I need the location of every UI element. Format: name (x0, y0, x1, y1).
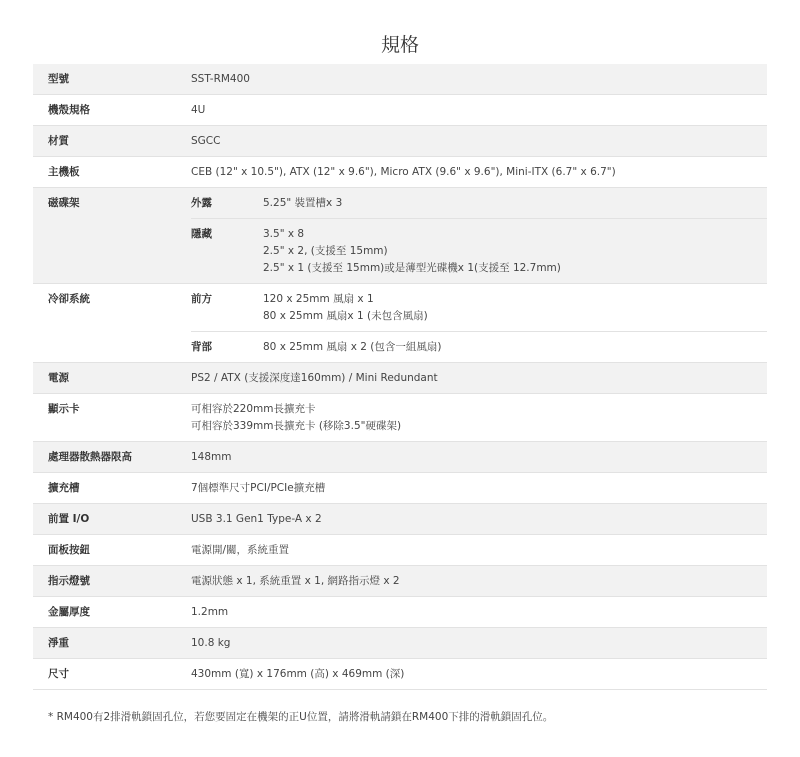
sub-value (263, 219, 767, 284)
spec-label: 機殼規格 (48, 104, 90, 116)
spec-row-panel-buttons (33, 535, 767, 566)
spec-row-cpu-cooler-height (33, 442, 767, 473)
spec-value: 10.8 kg (191, 637, 231, 649)
value-line: 2.5" x 2, (支援至 15mm) (263, 245, 388, 257)
sub-label: 背部 (191, 341, 212, 353)
spec-value: 7個標準尺寸PCI/PCIe擴充槽 (191, 482, 326, 494)
page-title: 規格 (380, 34, 419, 56)
spec-label: 金屬厚度 (48, 606, 90, 618)
spec-value: SST-RM400 (191, 73, 250, 85)
spec-row-graphics-card (33, 394, 767, 442)
spec-row-net-weight (33, 628, 767, 659)
value-line: 可相容於339mm長擴充卡 (移除3.5"硬碟架) (191, 420, 402, 432)
spec-row-cooling (33, 284, 767, 363)
sub-table (191, 188, 767, 283)
spec-label: 前置 I/O (48, 513, 90, 525)
spec-value: 148mm (191, 451, 232, 463)
spec-label: 面板按鈕 (48, 544, 90, 556)
value-line: 120 x 25mm 風扇 x 1 (263, 293, 374, 305)
spec-row-power (33, 363, 767, 394)
spec-value: 430mm (寬) x 176mm (高) x 469mm (深) (191, 668, 405, 680)
spec-label: 處理器散熱器限高 (48, 451, 132, 463)
value-line: 2.5" x 1 (支援至 15mm)或是薄型光碟機x 1(支援至 12.7mm) (263, 262, 561, 274)
spec-value (191, 394, 767, 442)
value-line: 可相容於220mm長擴充卡 (191, 403, 316, 415)
sub-label: 隱藏 (191, 228, 212, 240)
spec-value: CEB (12" x 10.5"), ATX (12" x 9.6"), Micro ATX (9.6" x 9.6"), Mini-ITX (6.7" x 6.7") (191, 166, 616, 178)
value-line: 80 x 25mm 風扇x 1 (未包含風扇) (263, 310, 428, 322)
spec-row-drive-bays (33, 188, 767, 284)
spec-row-dimensions (33, 659, 767, 690)
spec-row-material (33, 126, 767, 157)
spec-row-expansion-slots (33, 473, 767, 504)
spec-value-group (191, 284, 767, 363)
spec-value: 4U (191, 104, 206, 116)
spec-row-front-io (33, 504, 767, 535)
sub-row (191, 332, 767, 363)
sub-value (263, 332, 767, 363)
value-line: 80 x 25mm 風扇 x 2 (包含一組風扇) (263, 341, 442, 353)
spec-label: 電源 (48, 372, 69, 384)
spec-label: 型號 (48, 73, 69, 85)
sub-row (191, 188, 767, 219)
spec-row-form-factor (33, 95, 767, 126)
spec-value: 電源狀態 x 1, 系統重置 x 1, 網路指示燈 x 2 (191, 575, 400, 587)
value-line: 3.5" x 8 (263, 228, 305, 240)
spec-value: 1.2mm (191, 606, 229, 618)
spec-value-group (191, 188, 767, 284)
spec-row-metal-thickness (33, 597, 767, 628)
sub-row (191, 284, 767, 332)
value-line: 5.25" 裝置槽x 3 (263, 197, 343, 209)
sub-table (191, 284, 767, 362)
spec-value: PS2 / ATX (支援深度達160mm) / Mini Redundant (191, 372, 438, 384)
spec-row-motherboard (33, 157, 767, 188)
spec-label: 淨重 (48, 637, 69, 649)
sub-value (263, 188, 767, 219)
sub-label: 外露 (191, 197, 212, 209)
spec-table (33, 64, 767, 690)
spec-label: 冷卻系統 (48, 293, 90, 305)
spec-label: 尺寸 (48, 668, 69, 680)
footnote: * RM400有2排滑軌鎖固孔位，若您要固定在機架的正U位置，請將滑軌請鎖在RM400下排的滑軌鎖固孔位。 (48, 711, 554, 723)
spec-value: 電源開/關，系統重置 (191, 544, 290, 556)
sub-value (263, 284, 767, 332)
spec-label: 擴充槽 (48, 482, 80, 494)
sub-row (191, 219, 767, 284)
spec-label: 磁碟架 (48, 197, 80, 209)
spec-label: 指示燈號 (48, 575, 90, 587)
sub-label: 前方 (191, 293, 212, 305)
spec-label: 主機板 (48, 166, 80, 178)
spec-label: 顯示卡 (48, 403, 80, 415)
spec-value: SGCC (191, 135, 221, 147)
spec-label: 材質 (48, 135, 69, 147)
spec-row-indicators (33, 566, 767, 597)
spec-value: USB 3.1 Gen1 Type-A x 2 (191, 513, 322, 525)
spec-row-model (33, 64, 767, 95)
